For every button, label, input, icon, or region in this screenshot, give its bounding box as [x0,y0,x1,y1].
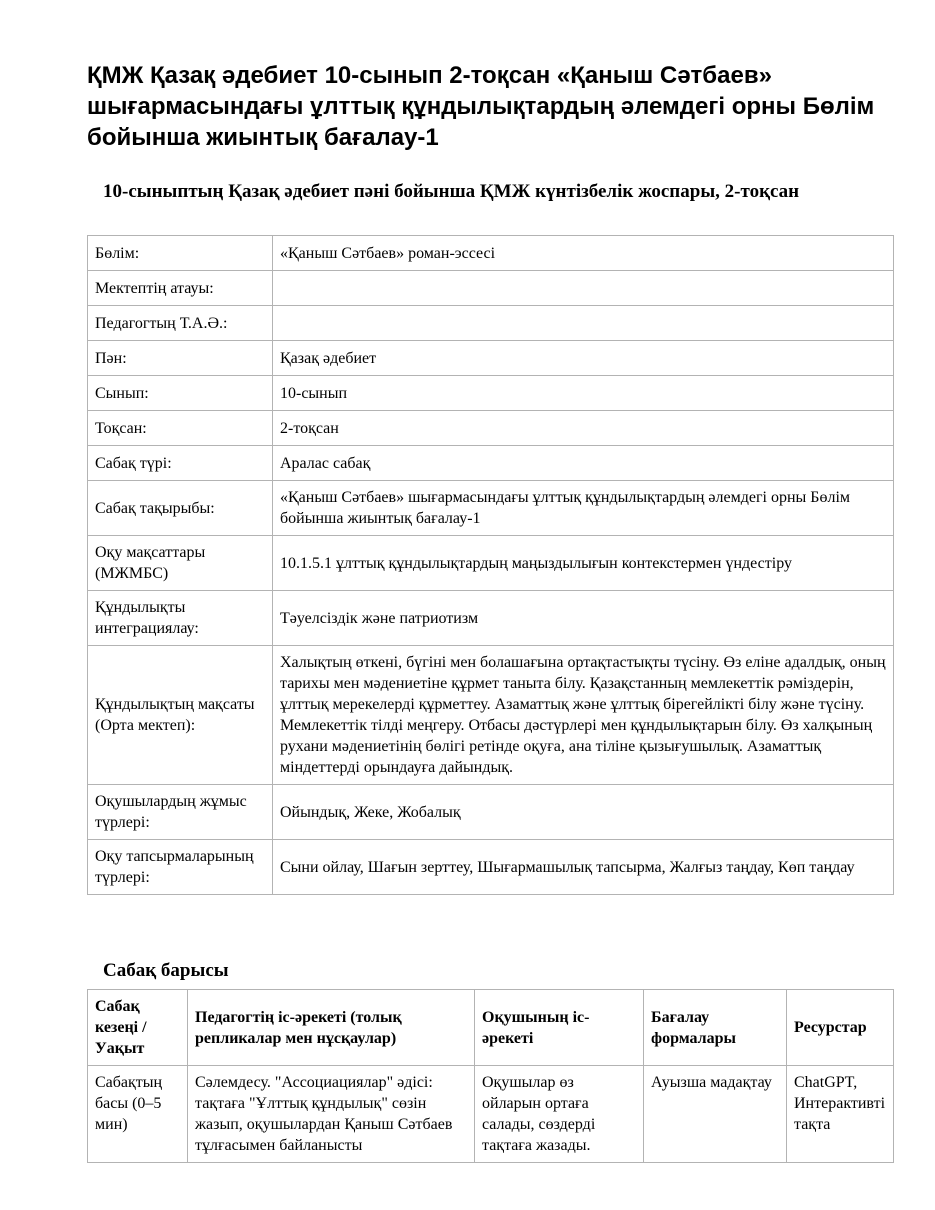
row-value: Халықтың өткені, бүгіні мен болашағына ортақтастықты түсіну. Өз еліне адалдық, оның тарихы мен мәдениетіне құрмет таныта білу. Қазақстанның мемлекеттік рәміздерін, ұлттық мерекелерді құрметтеу. Азаматтық және ұлттық бірегейлікті білу және түсіну. Мемлекеттік тілді меңгеру. Отбасы дәстүрлері мен құндылықтарын білу. Өз халқының рухани мәдениетінің бөлігі ретінде оқуға, ана тіліне қызығушылық. Азаматтық міндеттерді орындауға дайындық. [273,646,894,785]
table-row [88,236,894,271]
table-row [88,411,894,446]
row-value: 10.1.5.1 ұлттық құндылықтардың маңыздылығын контекстермен үндестіру [273,536,894,591]
lesson-flow-table [87,989,894,1163]
table-cell: Ауызша мадақтау [644,1066,787,1163]
row-label: Сабақ түрі: [88,446,273,481]
table-header-row [88,990,894,1066]
row-label: Құндылықтың мақсаты (Орта мектеп): [88,646,273,785]
column-header: Ресурстар [787,990,894,1066]
row-value: Қазақ әдебиет [273,341,894,376]
row-value [273,306,894,341]
row-label: Бөлім: [88,236,273,271]
row-label: Пән: [88,341,273,376]
row-value: 10-сынып [273,376,894,411]
table-row [88,271,894,306]
row-value: 2-тоқсан [273,411,894,446]
table-row [88,306,894,341]
row-value: Тәуелсіздік және патриотизм [273,591,894,646]
table-cell: Сәлемдесу. "Ассоциациялар" әдісі: тақтаға "Ұлттық құндылық" сөзін жазып, оқушылардан Қаныш Сәтбаев тұлғасымен байланысты [188,1066,475,1163]
table-row [88,785,894,840]
table-cell: Оқушылар өз ойларын ортаға салады, сөздерді тақтаға жазады. [475,1066,644,1163]
row-label: Сынып: [88,376,273,411]
row-label: Сабақ тақырыбы: [88,481,273,536]
row-label: Оқушылардың жұмыс түрлері: [88,785,273,840]
column-header: Сабақ кезеңі / Уақыт [88,990,188,1066]
column-header: Педагогтің іс-әрекеті (толық репликалар мен нұсқаулар) [188,990,475,1066]
table-cell: ChatGPT, Интерактивті тақта [787,1066,894,1163]
table-row [88,481,894,536]
row-label: Оқу тапсырмаларының түрлері: [88,840,273,895]
table-cell: Сабақтың басы (0–5 мин) [88,1066,188,1163]
table-row [88,646,894,785]
column-header: Бағалау формалары [644,990,787,1066]
document-title: ҚМЖ Қазақ әдебиет 10-сынып 2-тоқсан «Қаныш Сәтбаев» шығармасындағы ұлттық құндылықтардың әлемдегі орны Бөлім бойынша жиынтық бағалау-1 [87,62,875,151]
row-label: Педагогтың Т.А.Ә.: [88,306,273,341]
row-label: Оқу мақсаттары (МЖМБС) [88,536,273,591]
table-row [88,1066,894,1163]
row-label: Мектептің атауы: [88,271,273,306]
row-value: Аралас сабақ [273,446,894,481]
row-value: «Қаныш Сәтбаев» роман-эссесі [273,236,894,271]
plan-heading: 10-сыныптың Қазақ әдебиет пәні бойынша ҚМЖ күнтізбелік жоспары, 2-тоқсан [103,181,800,202]
lesson-info-table [87,235,894,895]
table-row [88,446,894,481]
row-value: «Қаныш Сәтбаев» шығармасындағы ұлттық құндылықтардың әлемдегі орны Бөлім бойынша жиынтық бағалау-1 [273,481,894,536]
row-value: Ойындық, Жеке, Жобалық [273,785,894,840]
table-row [88,840,894,895]
row-label: Тоқсан: [88,411,273,446]
column-header: Оқушының іс-әрекеті [475,990,644,1066]
table-row [88,376,894,411]
row-label: Құндылықты интеграциялау: [88,591,273,646]
row-value: Сыни ойлау, Шағын зерттеу, Шығармашылық тапсырма, Жалғыз таңдау, Көп таңдау [273,840,894,895]
lesson-flow-heading: Сабақ барысы [103,960,229,981]
table-row [88,591,894,646]
table-row [88,341,894,376]
row-value [273,271,894,306]
table-row [88,536,894,591]
